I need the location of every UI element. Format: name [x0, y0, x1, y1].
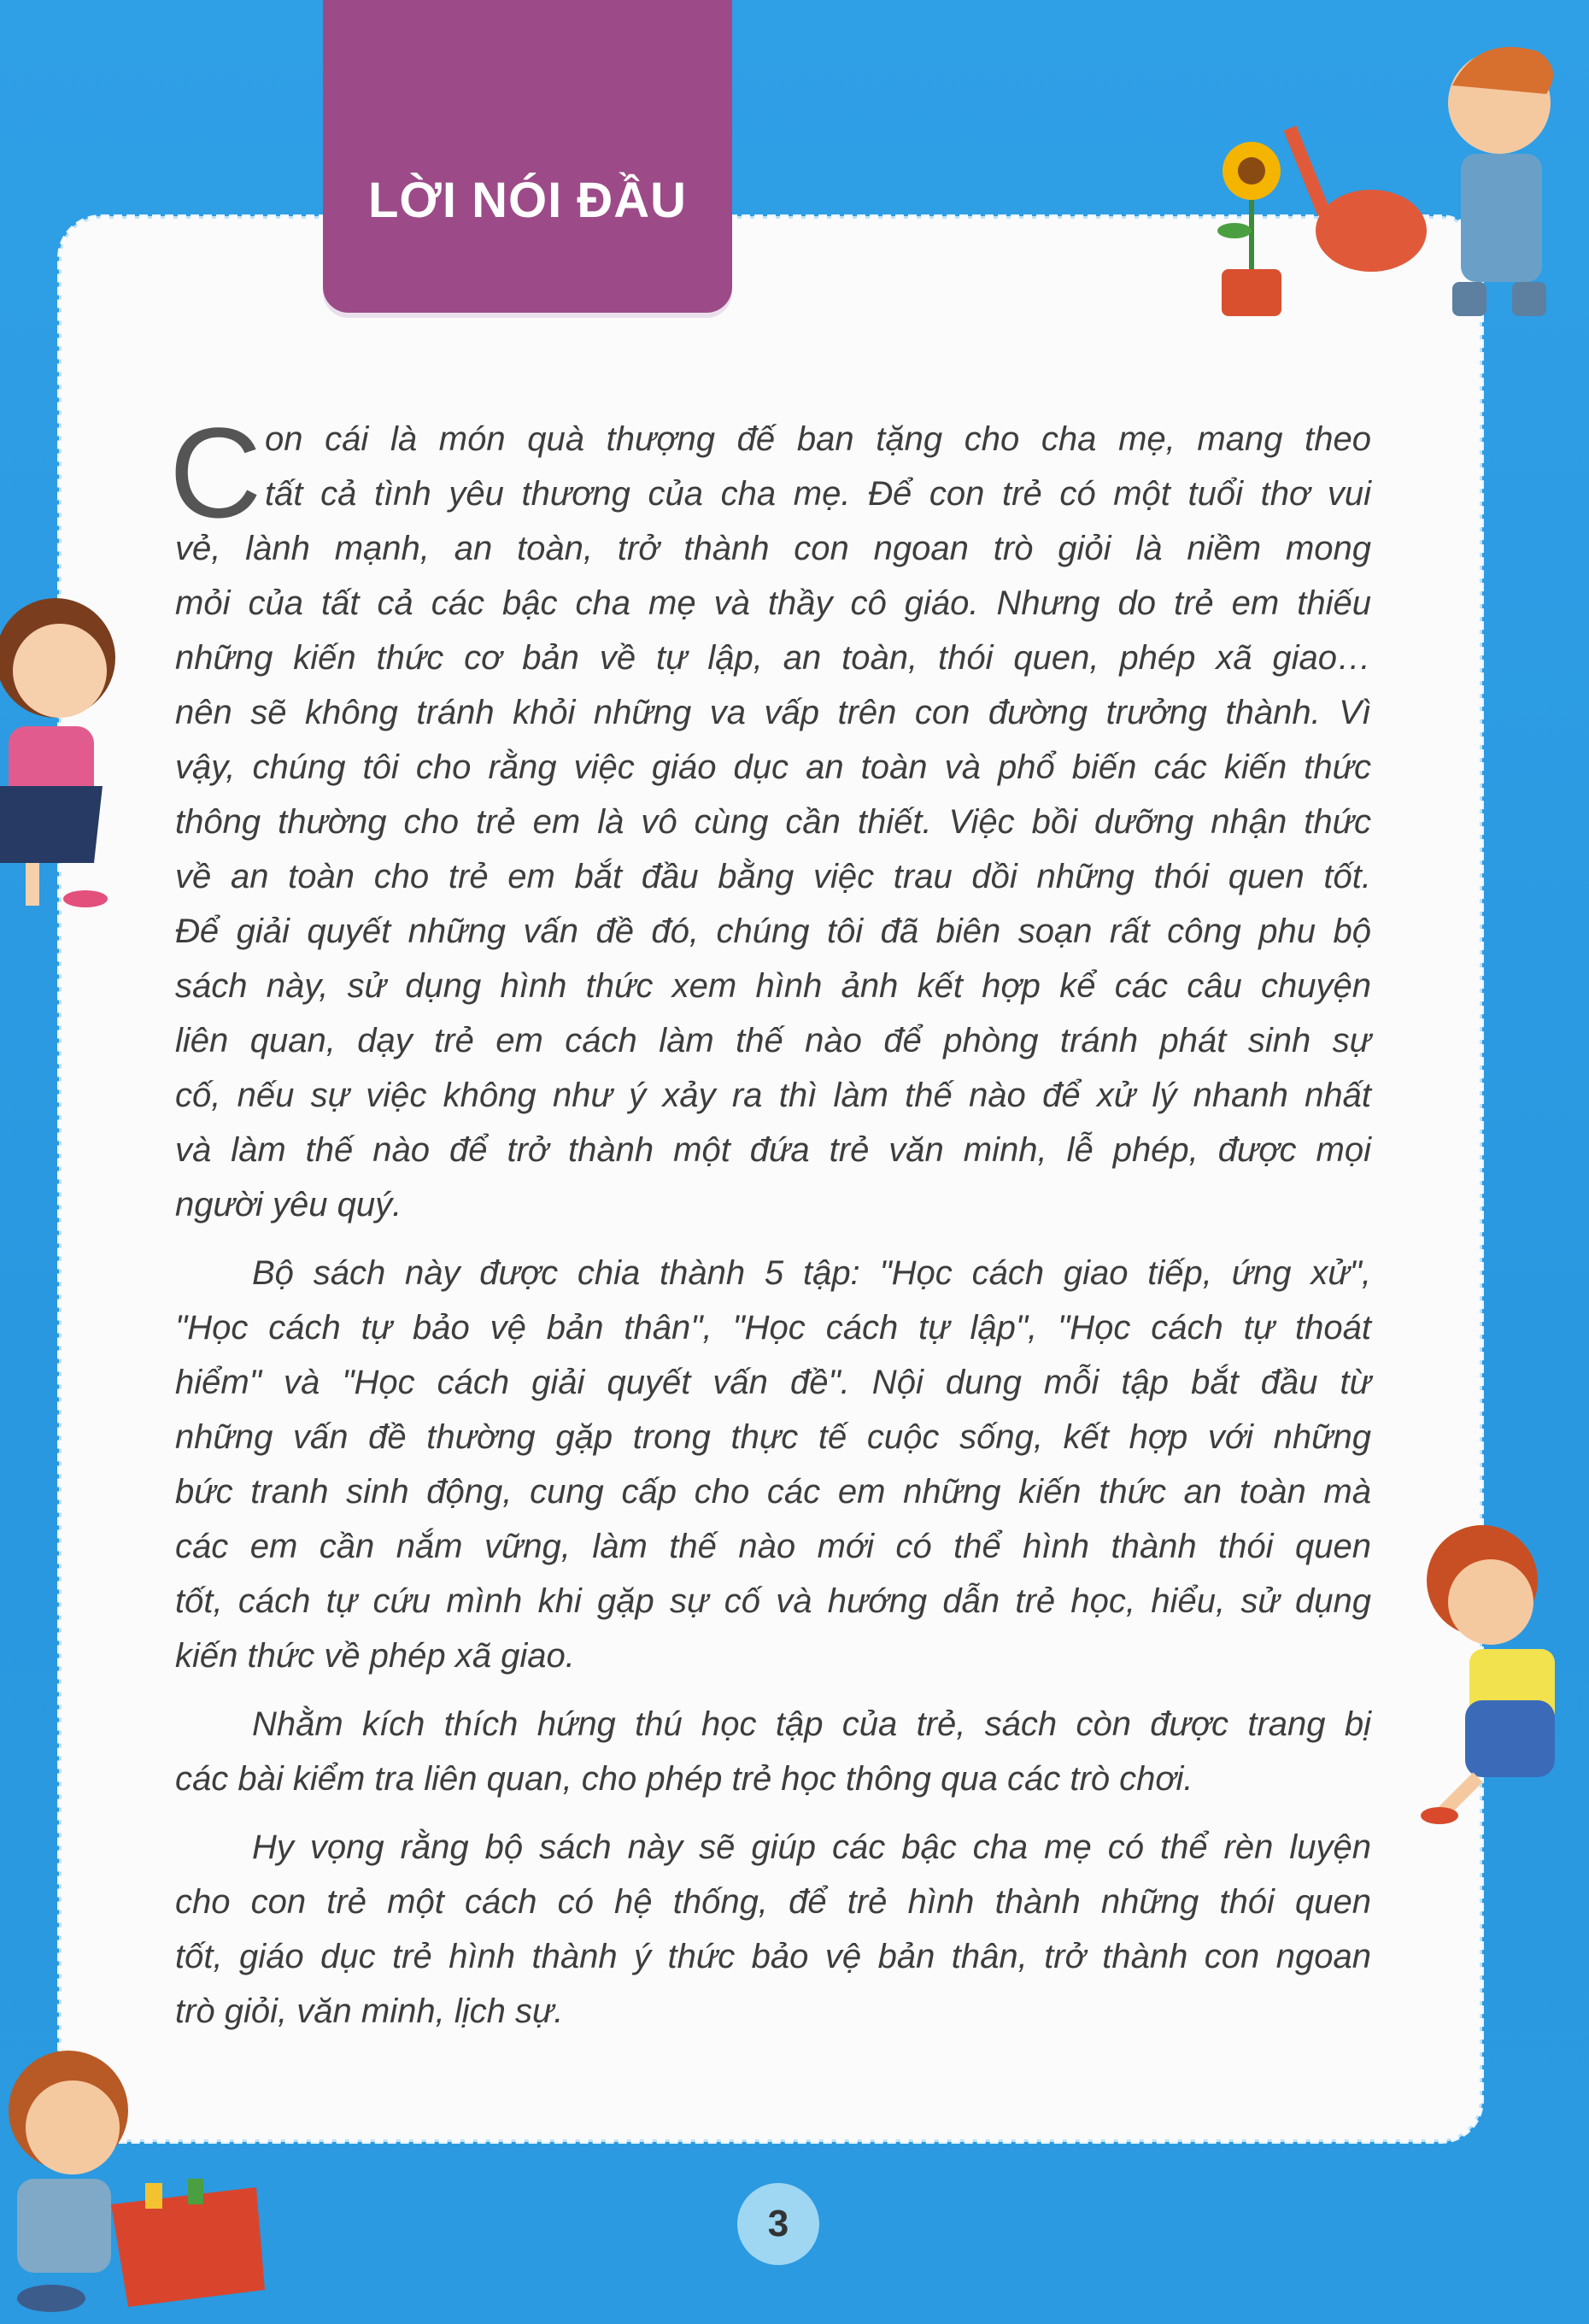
- boy-watering-flower-illustration: [1196, 34, 1589, 333]
- page-number-badge: [737, 2183, 819, 2265]
- text-line: liên quan, dạy trẻ em cách làm thế nào để phòng tránh phát sinh sự: [175, 1022, 1371, 1059]
- text-line: những vấn đề thường gặp trong thực tế cuộc sống, kết hợp với những: [175, 1418, 1371, 1456]
- boy-with-toy-box-illustration: [0, 2042, 282, 2324]
- text-line: và làm thế nào để trở thành một đứa trẻ văn minh, lễ phép, được mọi: [175, 1131, 1371, 1169]
- text-line: on cái là món quà thượng đế ban tặng cho cha mẹ, mang theo: [265, 420, 1371, 458]
- text-line: tốt, giáo dục trẻ hình thành ý thức bảo vệ bản thân, trở thành con ngoan: [175, 1938, 1371, 1975]
- text-line: nên sẽ không tránh khỏi những va vấp trên con đường trưởng thành. Vì: [175, 694, 1371, 731]
- text-line: trò giỏi, văn minh, lịch sự.: [175, 1992, 564, 2030]
- text-line: Nhằm kích thích hứng thú học tập của trẻ, sách còn được trang bị: [252, 1705, 1371, 1743]
- text-line: người yêu quý.: [175, 1186, 402, 1224]
- text-line: cố, nếu sự việc không như ý xảy ra thì làm thế nào để xử lý nhanh nhất: [175, 1077, 1371, 1114]
- page-number: 3: [767, 2203, 789, 2245]
- text-line: kiến thức về phép xã giao.: [175, 1637, 575, 1675]
- text-line: cho con trẻ một cách có hệ thống, để trẻ hình thành những thói quen: [175, 1883, 1371, 1921]
- paragraph: [175, 1246, 1371, 1683]
- text-line: hiểm" và "Học cách giải quyết vấn đề". Nội dung mỗi tập bắt đầu từ: [175, 1364, 1371, 1401]
- drop-cap: C: [169, 401, 262, 544]
- running-boy-illustration: [1410, 1521, 1589, 1837]
- preface-body: [175, 412, 1371, 2052]
- page-title: LỜI NÓI ĐẦU: [367, 173, 688, 228]
- paragraph: [175, 1820, 1371, 2039]
- text-line: Bộ sách này được chia thành 5 tập: "Học cách giao tiếp, ứng xử",: [252, 1254, 1371, 1292]
- text-line: các bài kiểm tra liên quan, cho phép trẻ học thông qua các trò chơi.: [175, 1760, 1193, 1798]
- text-line: tốt, cách tự cứu mình khi gặp sự cố và hướng dẫn trẻ học, hiểu, sử dụng: [175, 1582, 1371, 1620]
- text-line: vậy, chúng tôi cho rằng việc giáo dục an toàn và phổ biến các kiến thức: [175, 748, 1371, 786]
- text-line: "Học cách tự bảo vệ bản thân", "Học cách tự lập", "Học cách tự thoát: [175, 1309, 1371, 1347]
- text-line: bức tranh sinh động, cung cấp cho các em những kiến thức an toàn mà: [175, 1473, 1371, 1511]
- text-line: tất cả tình yêu thương của cha mẹ. Để con trẻ có một tuổi thơ vui: [265, 475, 1371, 513]
- paragraph: [175, 1697, 1371, 1806]
- text-line: các em cần nắm vững, làm thế nào mới có thể hình thành thói quen: [175, 1528, 1371, 1565]
- text-line: vẻ, lành mạnh, an toàn, trở thành con ngoan trò giỏi là niềm mong: [175, 530, 1371, 567]
- text-line: những kiến thức cơ bản về tự lập, an toàn, thói quen, phép xã giao…: [175, 639, 1371, 677]
- girl-illustration: [0, 581, 145, 914]
- text-line: thông thường cho trẻ em là vô cùng cần thiết. Việc bồi dưỡng nhận thức: [175, 803, 1371, 841]
- title-tab: [323, 0, 732, 313]
- text-line: sách này, sử dụng hình thức xem hình ảnh kết hợp kể các câu chuyện: [175, 967, 1371, 1005]
- text-line: mỏi của tất cả các bậc cha mẹ và thầy cô giáo. Nhưng do trẻ em thiếu: [175, 584, 1371, 622]
- text-line: Để giải quyết những vấn đề đó, chúng tôi đã biên soạn rất công phu bộ: [175, 913, 1371, 950]
- text-line: Hy vọng rằng bộ sách này sẽ giúp các bậc cha mẹ có thể rèn luyện: [252, 1828, 1371, 1866]
- paragraph: [175, 412, 1371, 1232]
- text-line: về an toàn cho trẻ em bắt đầu bằng việc trau dồi những thói quen tốt.: [175, 858, 1371, 895]
